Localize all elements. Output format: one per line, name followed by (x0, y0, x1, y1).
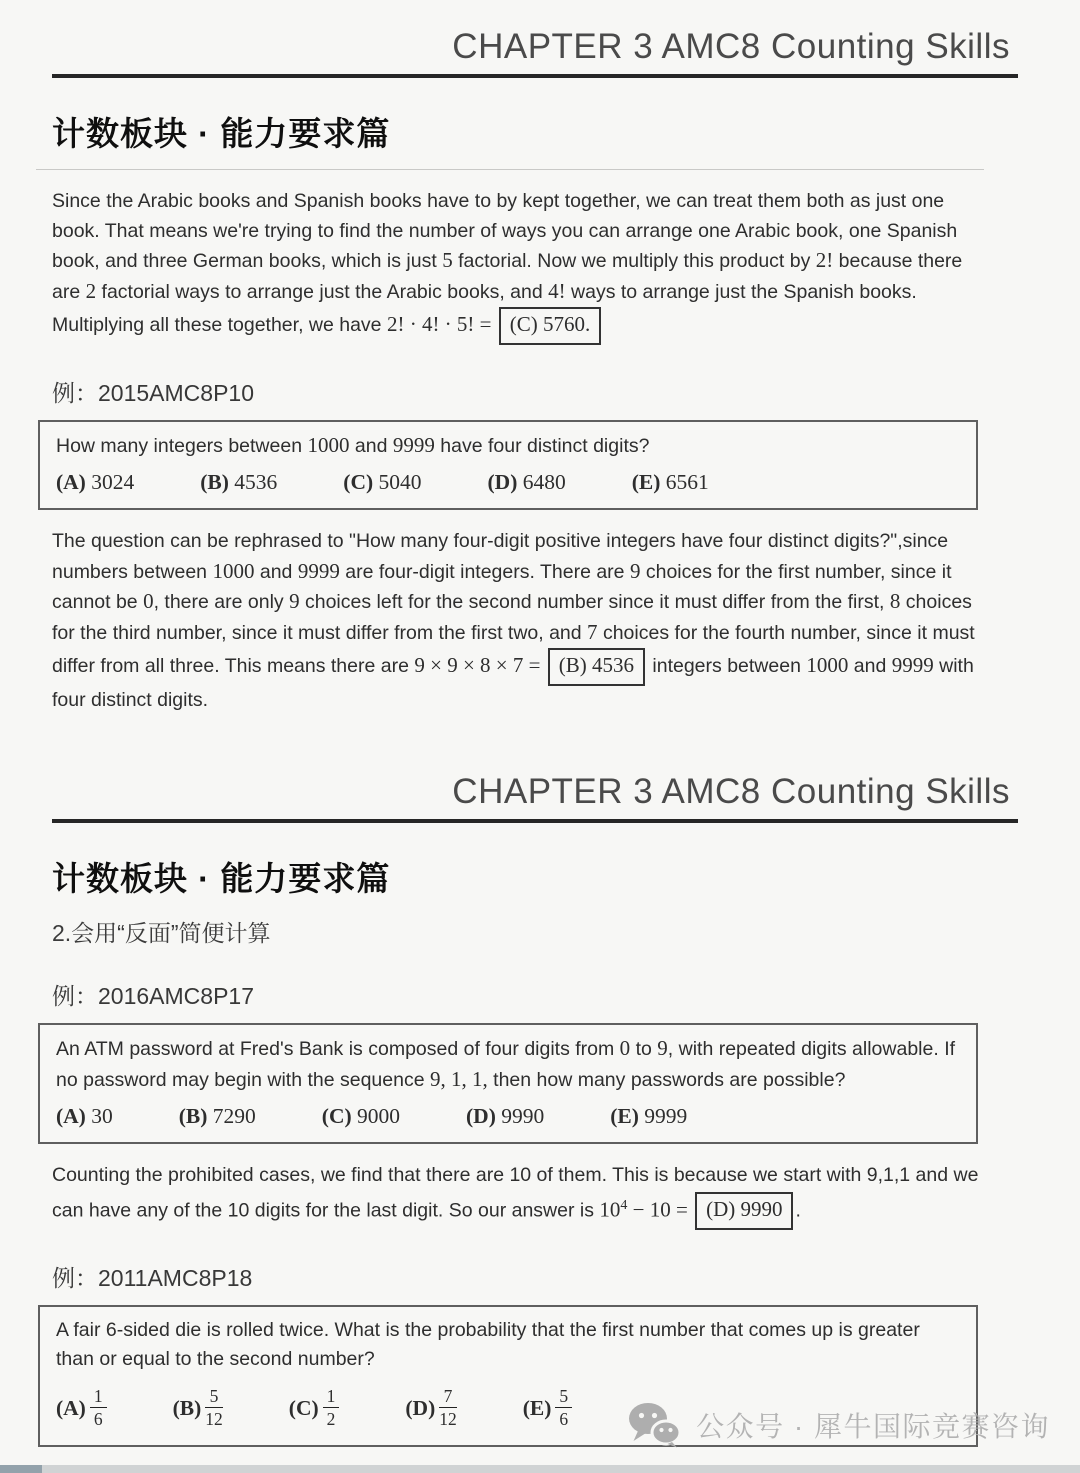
math-text: 9 (657, 1036, 668, 1060)
math-text: 1000 (212, 558, 255, 583)
solution-paragraph-p17: Counting the prohibited cases, we find that there are 10 of them. This is because we start with 9,1,1 and we can have any of the 10 digits for the last digit. So our answer is $10^4 - 10 = (D)$ 9990 . (52, 1161, 994, 1230)
chapter-title: CHAPTER 3 AMC8 Counting Skills (452, 772, 1010, 811)
math-text: 9999 (297, 558, 340, 583)
answer-choice: (B) 4536 (200, 470, 278, 494)
choice-label: (D) (466, 1104, 496, 1128)
math-text: 7 (587, 619, 598, 644)
boxed-answer: (D) 9990 (695, 1192, 793, 1230)
math-text: 1000 (806, 653, 849, 677)
math-text: 4! (548, 278, 566, 303)
answer-choice (405, 1385, 457, 1429)
math-text: 9 × 9 × 8 × 7 = (414, 653, 546, 677)
answer-choice: (D) 9990 (466, 1104, 545, 1128)
boxed-answer: (C) 5760. (499, 307, 602, 345)
fraction-value: $\frac{1}{2}$ (323, 1386, 340, 1429)
answer-choice: (D) 6480 (487, 470, 566, 494)
answer-choice (522, 1385, 572, 1429)
choice-label: (C) (288, 1396, 319, 1421)
answer-choice (172, 1385, 223, 1429)
choice-label: (A) (56, 470, 86, 494)
section-heading: 计数板块 · 能力要求篇 (52, 860, 391, 897)
answer-choice: (C) 5040 (343, 470, 422, 494)
section-divider (36, 169, 984, 170)
answer-choices (56, 1104, 958, 1129)
math-text: 2! · 4! · 5! = (386, 312, 497, 336)
document-page (0, 26, 1080, 1447)
math-text: 9999 (392, 432, 435, 457)
math-text: 5 (442, 248, 453, 272)
math-text: 10 (599, 1197, 621, 1221)
answer-choice: (E) 9999 (610, 1104, 688, 1128)
problem-question: A fair 6-sided die is rolled twice. What is the probability that the first number that comes up is greater than or equal to the second number? (56, 1318, 920, 1370)
math-text: 9999 (891, 653, 934, 677)
math-text: − 10 = (627, 1197, 694, 1221)
choice-label: (E) (631, 470, 661, 494)
boxed-answer: (B) 4536 (548, 648, 645, 686)
problem-box-2015amc8p10 (38, 420, 978, 511)
math-text: 9 (289, 589, 300, 613)
section-heading: 计数板块 · 能力要求篇 (52, 115, 391, 152)
problem-question: An ATM password at Fred's Bank is composed of four digits from 0 to 9, with repeated digits allowable. If no password may begin with the sequence 9, 1, 1, then how many passwords are possible? (56, 1036, 956, 1091)
solution-paragraph-p10: The question can be rephrased to "How many four-digit positive integers have four distinct digits?",since numbers between 1000 and 9999 are four-digit integers. There are 9 choices for the first number, since it cannot be 0, there are only 9 choices left for the second number since it must differ from the first, 8 choices for the third number, since it must differ from the first two, and 7 choices for the fourth number, since it must differ from all three. This means there are 9 × 9 × 8 × 7 = (B) 4536 integers between 1000 and 9999 with four distinct digits. (52, 530, 975, 711)
choice-label: (B) (178, 1104, 208, 1128)
math-text: 0 (143, 589, 154, 613)
choice-label: (C) (343, 470, 374, 494)
example-label-2011amc8p18: 例：2011AMC8P18 (52, 1264, 253, 1291)
fraction-value: $\frac{5}{12}$ (205, 1385, 223, 1429)
problem-question: How many integers between 1000 and 9999 have four distinct digits? (56, 432, 650, 457)
chapter-rule (52, 74, 1018, 78)
choice-label: (D) (487, 470, 518, 494)
choice-label: (C) (321, 1104, 352, 1128)
math-text: 2 (85, 278, 97, 303)
answer-choice: (A) 3024 (56, 470, 135, 494)
fraction-value: $\frac{1}{6}$ (90, 1386, 107, 1429)
page-1 (52, 26, 1030, 715)
answer-choice: (B) 7290 (178, 1104, 256, 1128)
page-2 (52, 771, 1030, 1447)
choice-label: (A) (56, 1104, 86, 1128)
math-text: 1000 (307, 432, 350, 457)
choice-label: (A) (56, 1396, 86, 1421)
chapter-title: CHAPTER 3 AMC8 Counting Skills (452, 27, 1010, 66)
wechat-icon (628, 1402, 682, 1448)
choice-label: (E) (610, 1104, 639, 1128)
math-text: 0 (619, 1036, 631, 1060)
watermark (628, 1402, 1050, 1448)
example-label-2016amc8p17: 例：2016AMC8P17 (52, 983, 254, 1009)
math-text: 8 (889, 589, 901, 613)
math-text: 9 (629, 558, 641, 583)
answer-choice: (A) 30 (56, 1104, 113, 1128)
answer-choice: (E) 6561 (631, 470, 709, 494)
math-superscript: 4 (620, 1197, 628, 1213)
intro-paragraph: Since the Arabic books and Spanish books have to by kept together, we can treat them both as just one book. That means we're trying to find the number of ways you can arrange one Arabic book, one Spanish book, and three German books, which is just 5 factorial. Now we multiply this product by 2! because there are 2 factorial ways to arrange just the Arabic books, and 4! ways to arrange just the Spanish books. Multiplying all these together, we have 2! · 4! · 5! = (C) 5760. (52, 187, 994, 345)
problem-box-2016amc8p17 (38, 1023, 978, 1144)
fraction-value: $\frac{7}{12}$ (439, 1385, 457, 1429)
math-text: 2! (815, 248, 834, 272)
fraction-value: $\frac{5}{6}$ (555, 1386, 572, 1429)
watermark-text: 公众号 · 犀牛国际竞赛咨询 (696, 1411, 1050, 1442)
answer-choice: (C) 9000 (321, 1104, 401, 1128)
math-text: 9, 1, 1, (429, 1066, 488, 1091)
answer-choice (288, 1385, 340, 1429)
chapter-rule (52, 819, 1018, 823)
choice-label: (D) (405, 1396, 436, 1421)
choice-label: (E) (522, 1396, 552, 1421)
answer-choice (56, 1385, 107, 1429)
choice-label: (B) (200, 470, 229, 494)
bottom-edge-strip (0, 1465, 1080, 1473)
subsection-title: 2.会用“反面”简便计算 (52, 920, 271, 946)
example-label-2015amc8p10: 例：2015AMC8P10 (52, 379, 254, 406)
choice-label: (B) (172, 1396, 202, 1421)
answer-choices (56, 470, 958, 495)
